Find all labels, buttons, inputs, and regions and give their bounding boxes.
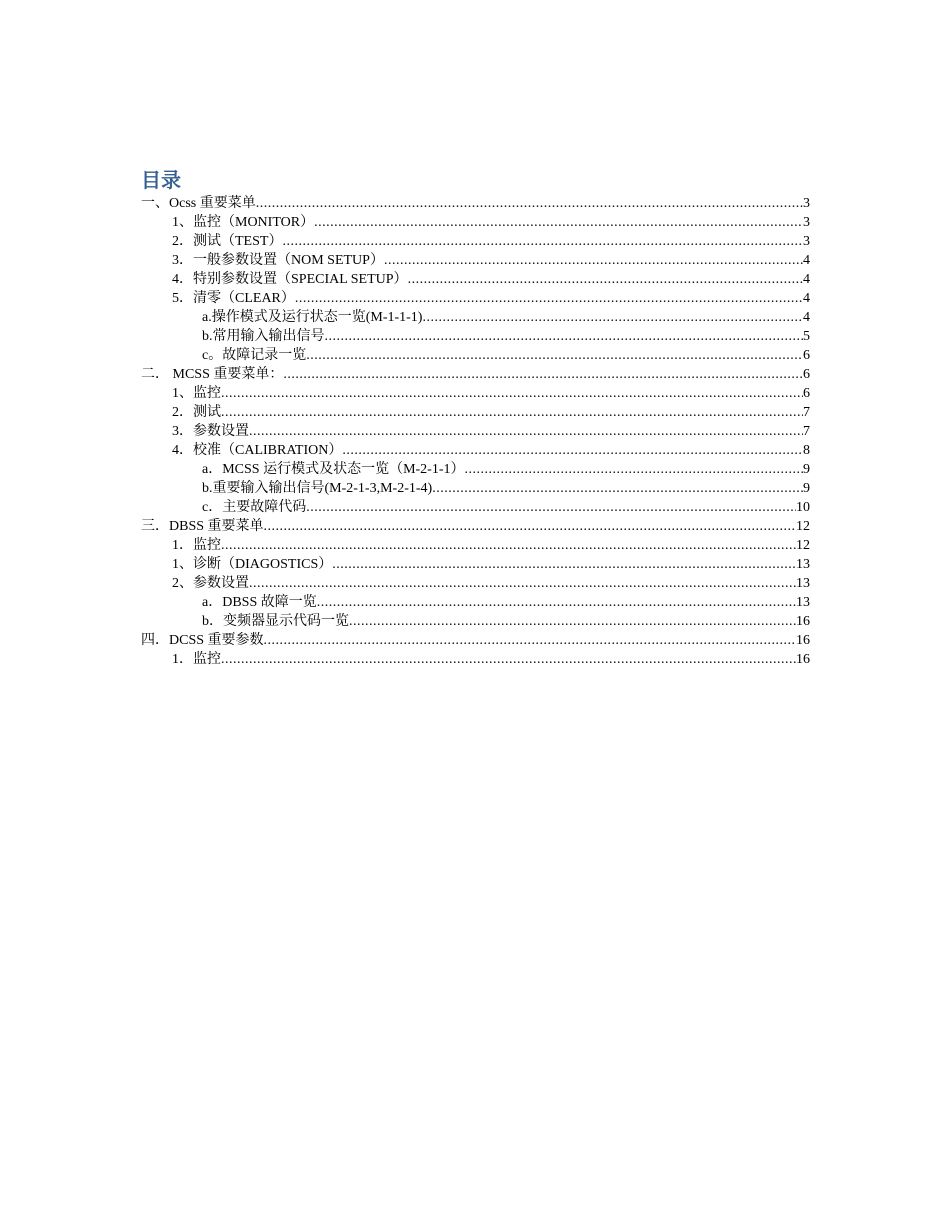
toc-entry-page-number: 4 — [803, 291, 810, 306]
toc-entry-page-number: 13 — [796, 595, 810, 610]
toc-entry[interactable] — [141, 593, 810, 612]
toc-entry-page-number: 9 — [803, 462, 810, 477]
toc-entry-title: c．主要故障代码 — [202, 500, 307, 515]
toc-dot-leader — [465, 460, 803, 479]
toc-dot-leader — [283, 365, 803, 384]
toc-entry[interactable] — [141, 574, 810, 593]
toc-entry-title: 1、监控（MONITOR） — [172, 215, 315, 230]
toc-entry[interactable] — [141, 479, 810, 498]
toc-entry-title: c。故障记录一览 — [202, 348, 307, 363]
toc-entry-page-number: 3 — [803, 196, 810, 211]
toc-dot-leader — [256, 194, 803, 213]
toc-dot-leader — [221, 403, 803, 422]
toc-dot-leader — [432, 479, 803, 498]
toc-entry-title: 2．测试 — [172, 405, 221, 420]
toc-dot-leader — [264, 631, 796, 650]
toc-entry[interactable] — [141, 650, 810, 669]
toc-entry-title: 1、监控 — [172, 386, 221, 401]
toc-entry-title: a．MCSS 运行模式及状态一览（M-2-1-1） — [202, 462, 465, 477]
toc-entry[interactable] — [141, 536, 810, 555]
toc-entry[interactable] — [141, 270, 810, 289]
toc-entry-page-number: 6 — [803, 348, 810, 363]
toc-entry-title: 1．监控 — [172, 538, 221, 553]
toc-entry[interactable] — [141, 194, 810, 213]
toc-entry[interactable] — [141, 460, 810, 479]
toc-dot-leader — [384, 251, 803, 270]
toc-entry-page-number: 7 — [803, 405, 810, 420]
toc-dot-leader — [342, 441, 803, 460]
toc-dot-leader — [249, 422, 803, 441]
toc-entry-title: 一、Ocss 重要菜单 — [141, 196, 256, 211]
toc-entry-title: a．DBSS 故障一览 — [202, 595, 317, 610]
toc-entry[interactable] — [141, 346, 810, 365]
toc-dot-leader — [282, 232, 803, 251]
toc-entry[interactable] — [141, 327, 810, 346]
toc-entry[interactable] — [141, 308, 810, 327]
toc-dot-leader — [306, 498, 796, 517]
toc-entry-title: a.操作模式及运行状态一览(M-1-1-1) — [202, 310, 423, 325]
toc-entry[interactable] — [141, 555, 810, 574]
toc-dot-leader — [221, 650, 796, 669]
toc-dot-leader — [264, 517, 796, 536]
toc-dot-leader — [332, 555, 796, 574]
toc-dot-leader — [314, 213, 803, 232]
toc-dot-leader — [422, 308, 803, 327]
toc-entry-page-number: 5 — [803, 329, 810, 344]
toc-entry-title: 5．清零（CLEAR） — [172, 291, 295, 306]
toc-dot-leader — [295, 289, 803, 308]
toc-entry-title: 二． MCSS 重要菜单： — [141, 367, 284, 382]
toc-dot-leader — [408, 270, 803, 289]
toc-entry[interactable] — [141, 498, 810, 517]
toc-entry-page-number: 4 — [803, 253, 810, 268]
toc-entry-title: b.重要输入输出信号(M-2-1-3,M-2-1-4) — [202, 481, 433, 496]
toc-entry-page-number: 12 — [796, 519, 810, 534]
toc-entry[interactable] — [141, 251, 810, 270]
table-of-contents — [141, 166, 810, 669]
toc-entry-title: 4．特别参数设置（SPECIAL SETUP） — [172, 272, 408, 287]
toc-entry-page-number: 10 — [796, 500, 810, 515]
toc-entry-title: 3．一般参数设置（NOM SETUP） — [172, 253, 384, 268]
toc-dot-leader — [221, 536, 796, 555]
toc-entry[interactable] — [141, 403, 810, 422]
toc-entry[interactable] — [141, 384, 810, 403]
toc-entry-page-number: 7 — [803, 424, 810, 439]
toc-list — [141, 194, 810, 669]
toc-entry[interactable] — [141, 517, 810, 536]
toc-entry-title: 1．监控 — [172, 652, 221, 667]
toc-entry[interactable] — [141, 441, 810, 460]
toc-entry-page-number: 3 — [803, 215, 810, 230]
toc-dot-leader — [306, 346, 803, 365]
toc-entry-title: 3．参数设置 — [172, 424, 249, 439]
toc-entry-page-number: 16 — [796, 652, 810, 667]
toc-dot-leader — [325, 327, 804, 346]
toc-entry-page-number: 4 — [803, 310, 810, 325]
toc-entry-page-number: 16 — [796, 633, 810, 648]
toc-entry[interactable] — [141, 213, 810, 232]
toc-entry-title: b.常用输入输出信号 — [202, 329, 325, 344]
toc-entry-title: 四．DCSS 重要参数 — [141, 633, 264, 648]
toc-entry-title: 三．DBSS 重要菜单 — [141, 519, 264, 534]
toc-dot-leader — [221, 384, 803, 403]
toc-entry-title: b．变频器显示代码一览 — [202, 614, 349, 629]
toc-entry-title: 1、诊断（DIAGOSTICS） — [172, 557, 333, 572]
toc-entry-title: 2、参数设置 — [172, 576, 249, 591]
toc-entry[interactable] — [141, 612, 810, 631]
toc-entry-page-number: 13 — [796, 576, 810, 591]
toc-entry-page-number: 6 — [803, 386, 810, 401]
toc-entry-page-number: 16 — [796, 614, 810, 629]
toc-dot-leader — [317, 593, 796, 612]
toc-entry[interactable] — [141, 631, 810, 650]
toc-entry-title: 2．测试（TEST） — [172, 234, 283, 249]
toc-entry-page-number: 12 — [796, 538, 810, 553]
toc-entry[interactable] — [141, 289, 810, 308]
toc-entry[interactable] — [141, 365, 810, 384]
toc-entry[interactable] — [141, 422, 810, 441]
toc-dot-leader — [349, 612, 796, 631]
toc-dot-leader — [249, 574, 796, 593]
toc-entry-page-number: 13 — [796, 557, 810, 572]
toc-entry-page-number: 9 — [803, 481, 810, 496]
toc-entry-page-number: 3 — [803, 234, 810, 249]
toc-entry-page-number: 6 — [803, 367, 810, 382]
toc-heading: 目录 — [141, 168, 181, 192]
toc-entry-page-number: 4 — [803, 272, 810, 287]
toc-entry-page-number: 8 — [803, 443, 810, 458]
toc-entry[interactable] — [141, 232, 810, 251]
toc-entry-title: 4．校准（CALIBRATION） — [172, 443, 343, 458]
